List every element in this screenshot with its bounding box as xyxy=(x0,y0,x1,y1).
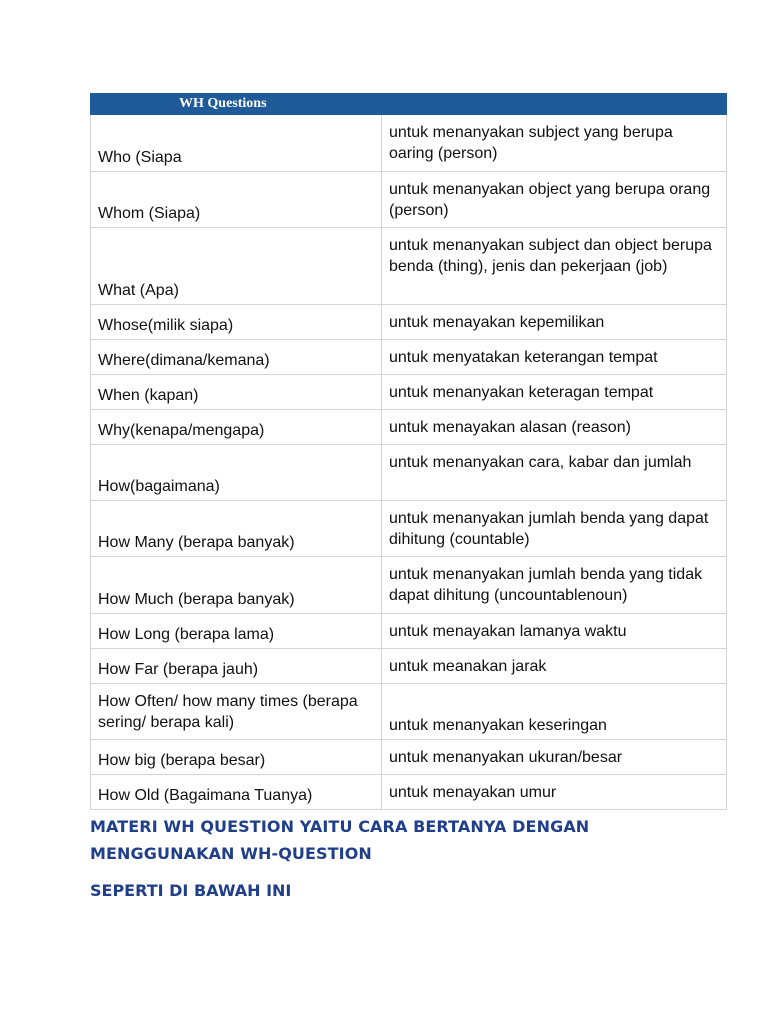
question-meaning: untuk menanyakan subject yang berupa oaring (person) xyxy=(382,115,727,172)
question-meaning: untuk menanyakan cara, kabar dan jumlah xyxy=(382,445,727,501)
table-row xyxy=(91,614,727,649)
question-word: Where(dimana/kemana) xyxy=(91,340,382,375)
table-row xyxy=(91,740,727,775)
question-word: How(bagaimana) xyxy=(91,445,382,501)
table-row xyxy=(91,172,727,228)
table-row xyxy=(91,305,727,340)
footer-line-1: MATERI WH QUESTION YAITU CARA BERTANYA DENGAN xyxy=(90,817,590,836)
question-word: How Long (berapa lama) xyxy=(91,614,382,649)
question-word: Why(kenapa/mengapa) xyxy=(91,410,382,445)
question-meaning: untuk menayakan lamanya waktu xyxy=(382,614,727,649)
question-meaning: untuk menanyakan jumlah benda yang tidak dapat dihitung (uncountablenoun) xyxy=(382,557,727,614)
question-word: When (kapan) xyxy=(91,375,382,410)
table-header-row xyxy=(91,94,727,115)
question-word: How Far (berapa jauh) xyxy=(91,649,382,684)
wh-questions-table xyxy=(90,93,727,810)
question-word: Who (Siapa xyxy=(91,115,382,172)
question-meaning: untuk menayakan kepemilikan xyxy=(382,305,727,340)
question-word: Whose(milik siapa) xyxy=(91,305,382,340)
footer-text xyxy=(90,813,730,904)
question-word: How Many (berapa banyak) xyxy=(91,501,382,557)
question-meaning: untuk menanyakan jumlah benda yang dapat dihitung (countable) xyxy=(382,501,727,557)
table-row xyxy=(91,340,727,375)
question-meaning: untuk menanyakan keteragan tempat xyxy=(382,375,727,410)
table-row xyxy=(91,501,727,557)
question-word: How Often/ how many times (berapa sering/ berapa kali) xyxy=(91,684,382,740)
table-row xyxy=(91,115,727,172)
table-row xyxy=(91,684,727,740)
question-meaning: untuk menyatakan keterangan tempat xyxy=(382,340,727,375)
table-row xyxy=(91,775,727,810)
table-row xyxy=(91,410,727,445)
question-word: What (Apa) xyxy=(91,228,382,305)
question-meaning: untuk menayakan alasan (reason) xyxy=(382,410,727,445)
table-header: WH Questions xyxy=(91,94,727,115)
question-word: How Much (berapa banyak) xyxy=(91,557,382,614)
question-meaning: untuk menanyakan subject dan object berupa benda (thing), jenis dan pekerjaan (job) xyxy=(382,228,727,305)
question-word: Whom (Siapa) xyxy=(91,172,382,228)
question-meaning: untuk menanyakan keseringan xyxy=(382,684,727,740)
table-row xyxy=(91,445,727,501)
footer-line-2: MENGGUNAKAN WH-QUESTION xyxy=(90,844,372,863)
question-meaning: untuk menayakan umur xyxy=(382,775,727,810)
question-word: How Old (Bagaimana Tuanya) xyxy=(91,775,382,810)
table-row xyxy=(91,649,727,684)
question-meaning: untuk meanakan jarak xyxy=(382,649,727,684)
table-row xyxy=(91,557,727,614)
question-word: How big (berapa besar) xyxy=(91,740,382,775)
footer-line-3: SEPERTI DI BAWAH INI xyxy=(90,881,292,900)
table-row xyxy=(91,375,727,410)
table-row xyxy=(91,228,727,305)
question-meaning: untuk menanyakan object yang berupa orang (person) xyxy=(382,172,727,228)
question-meaning: untuk menanyakan ukuran/besar xyxy=(382,740,727,775)
